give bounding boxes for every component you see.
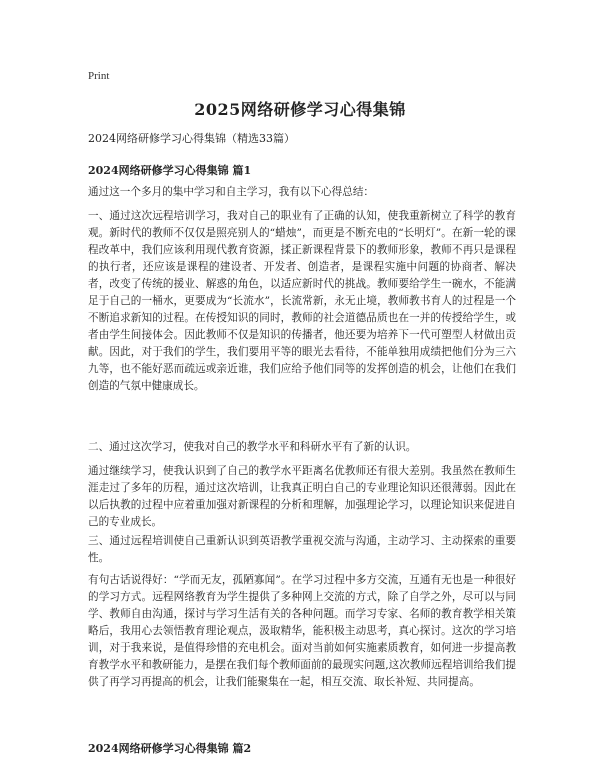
section-heading-1: 2024网络研修学习心得集锦 篇1 [88, 164, 252, 177]
section-heading-2: 2024网络研修学习心得集锦 篇2 [88, 742, 252, 755]
paragraph: 通过这一个多月的集中学习和自主学习，我有以下心得总结： [88, 186, 375, 198]
paragraph: 三、通过远程培训使自己重新认识到英语教学重视交流与沟通，主动学习、主动探索的重要性。 [88, 535, 516, 564]
document-subtitle: 2024网络研修学习心得集锦（精选33篇） [88, 132, 295, 145]
print-link[interactable]: Print [88, 70, 110, 82]
paragraph: 二、通过这次学习，使我对自己的教学水平和科研水平有了新的认识。 [88, 441, 417, 453]
paragraph: 通过继续学习，使我认识到了自己的教学水平距离名优教师还有很大差别。我虽然在教师生涯走过了多年的历程，通过这次培训，让我真正明白自己的专业理论知识还很薄弱。因此在以后执教的过程中应着重加强对新课程的分析和理解，加强理论学习，以理论知识来促进自己的专业成长。 [88, 465, 516, 528]
paragraph: 有句古话说得好：“学而无友，孤陋寡闻”。在学习过程中多方交流，互通有无也是一种很好的学习方式。远程网络教育为学生提供了多种网上交流的方式，除了自学之外，尽可以与同学、教师自由沟通，探讨与学习生活有关的各种问题。而学习专家、名师的教育教学相关策略后，我用心去领悟教育理论观点，汲取精华，能积极主动思考，真心探讨。这次的学习培训，对于我来说，是值得珍惜的充电机会。面对当前如何实施素质教育，如何进一步提高教育教学水平和教研能力，是摆在我们每个教师面前的最现实问题,这次教师远程培训给我们提供了再学习再提高的机会，让我们能聚集在一起，相互交流、取长补短、共同提高。 [88, 574, 516, 688]
page-title: 2025网络研修学习心得集锦 [194, 100, 406, 119]
paragraph: 一、通过这次远程培训学习，我对自己的职业有了正确的认知，使我重新树立了科学的教育观。新时代的教师不仅仅是照亮别人的“蜡烛”，而更是不断充电的“长明灯”。在新一轮的课程改革中，我们应该利用现代教育资源，揉正新课程背景下的教师形象，教师不再只是课程的执行者，还应该是课程的建设者、开发者、创造者，是课程实施中问题的协商者、解决者，改变了传统的援业、解惑的角色，以适应新时代的挑战。教师要给学生一碗水，不能满足于自己的一桶水，更要成为“长流水”，长流常新，永无止境，教师教书育人的过程是一个不断追求新知的过程。在传授知识的同时，教师的社会道德品质也在一并的传授给学生，或者由学生间接体会。因此教师不仅是知识的传播者，他还要为培养下一代可塑型人材做出贡献。因此，对于我们的学生，我们要用平等的眼光去看待，不能单独用成绩把他们分为三六九等，也不能好恶而疏远或亲近谁，我们应给予他们同等的发挥创造的机会，让他们在我们创造的气氛中健康成长。 [88, 210, 516, 392]
